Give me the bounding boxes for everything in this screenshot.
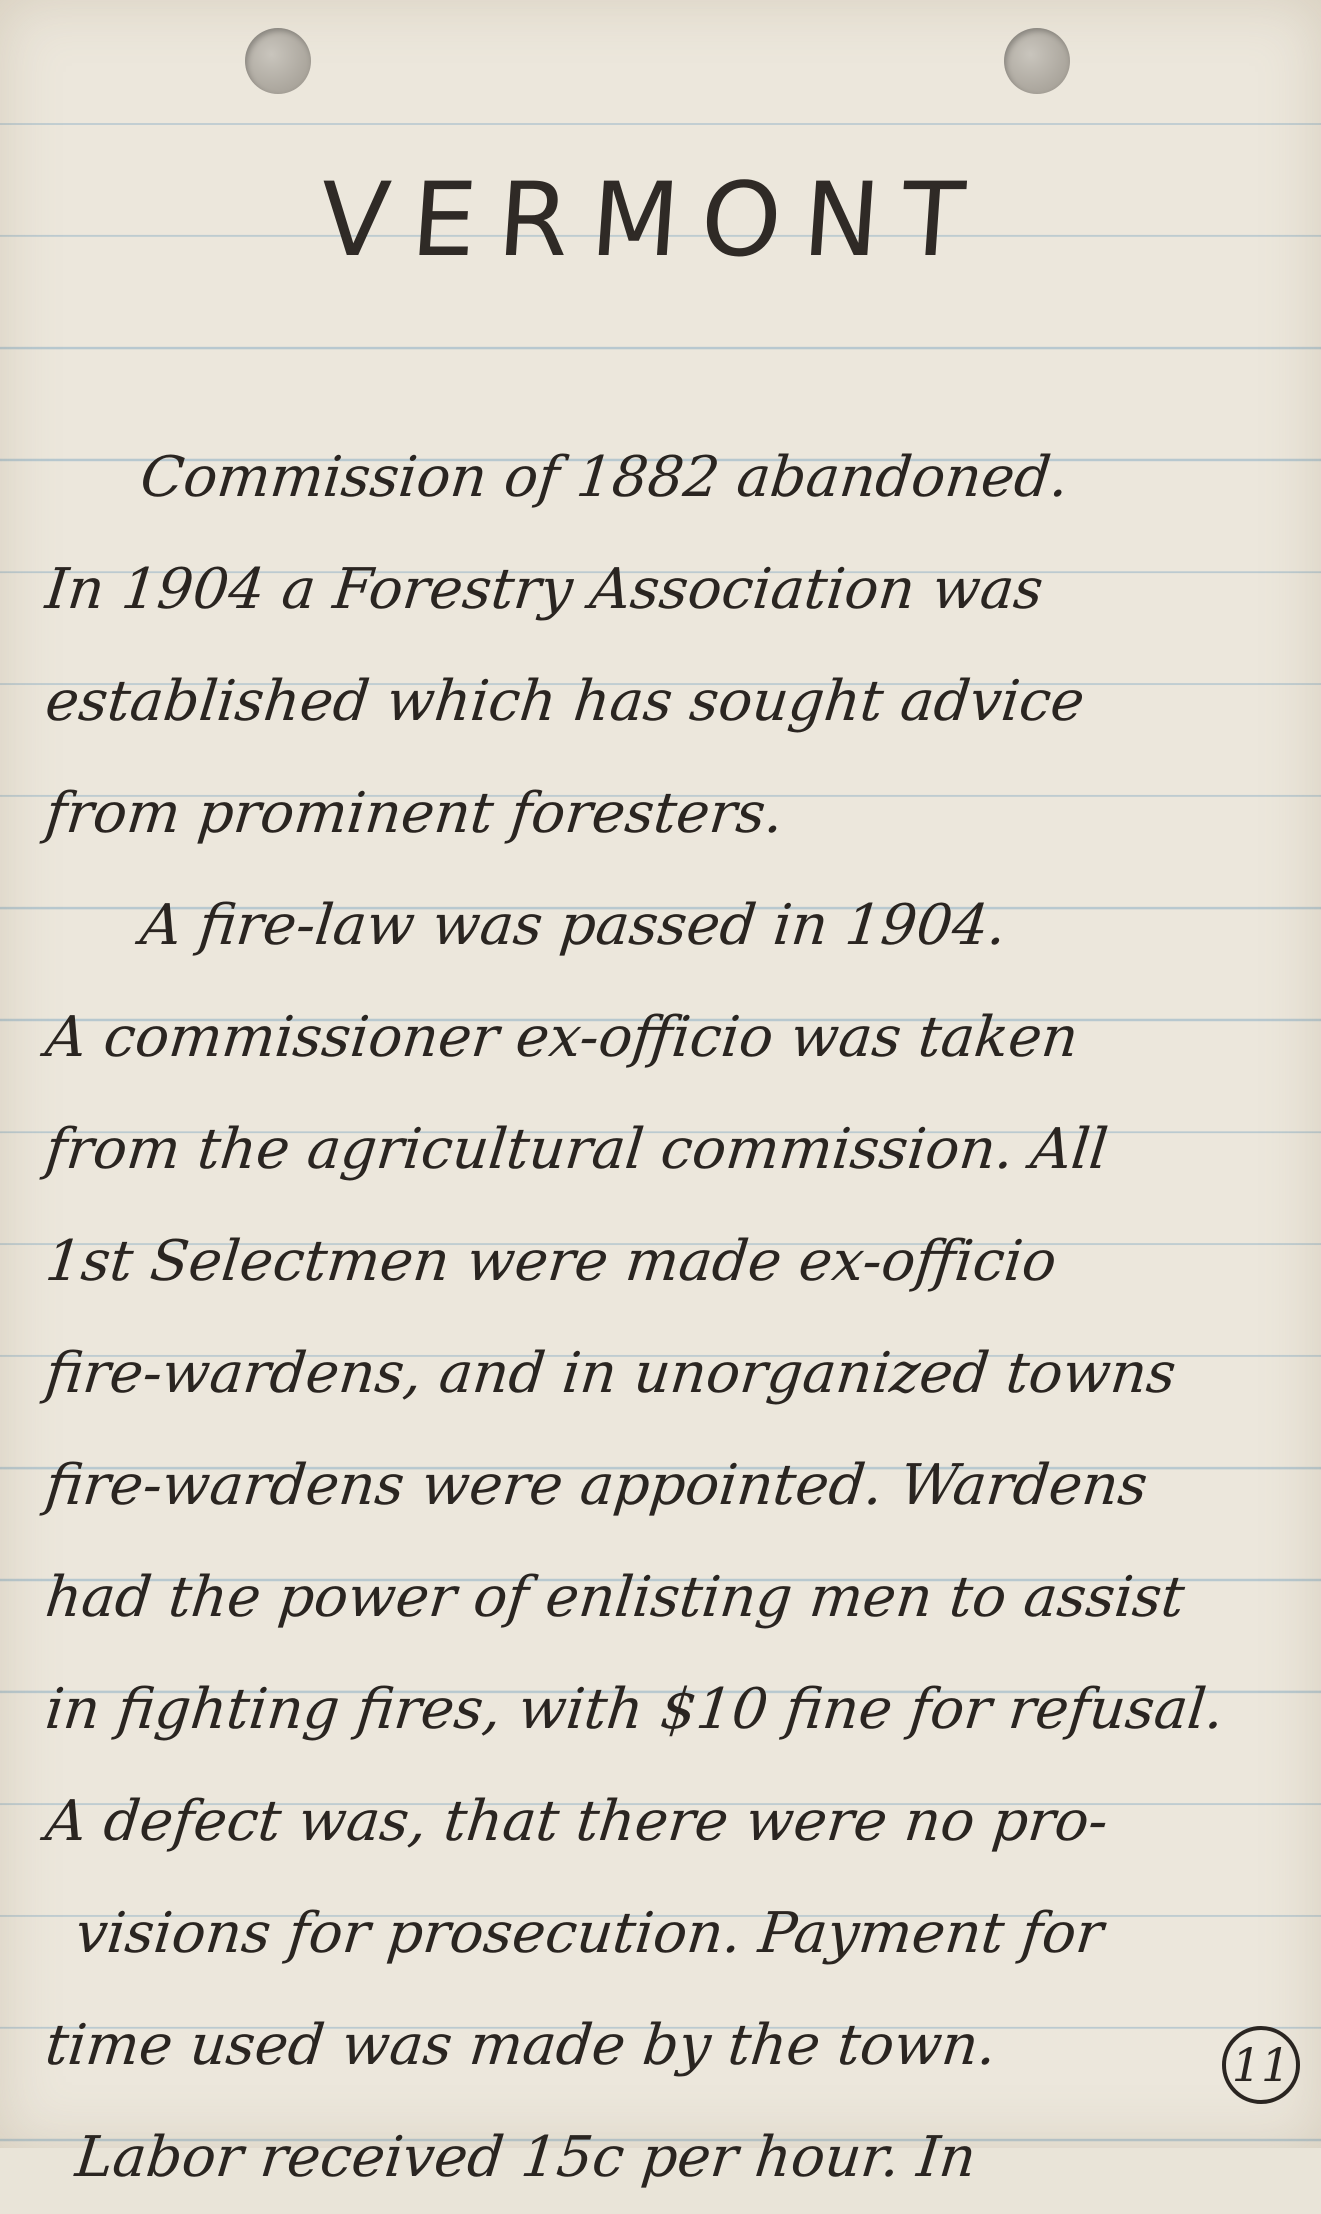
text-line: A defect was, that there were no pro-	[42, 1789, 1112, 1854]
text-line: A commissioner ex-officio was taken	[42, 1005, 1082, 1070]
punch-hole-left	[245, 28, 311, 94]
text-line: established which has sought advice	[42, 669, 1088, 734]
text-line: in fighting fires, with $10 fine for refusal.	[42, 1677, 1227, 1742]
text-line: In 1904 a Forestry Association was	[42, 557, 1047, 622]
text-line: Commission of 1882 abandoned.	[137, 445, 1072, 510]
handwritten-body	[40, 422, 1290, 2214]
text-line: from prominent foresters.	[42, 781, 787, 846]
text-line: had the power of enlisting men to assist	[42, 1565, 1188, 1630]
text-line: from the agricultural commission. All	[42, 1117, 1111, 1182]
text-line: fire-wardens were appointed. Wardens	[42, 1453, 1151, 1518]
text-line: A fire-law was passed in 1904.	[137, 893, 1010, 958]
text-line: time used was made by the town.	[42, 2013, 1000, 2078]
text-line: fire-wardens, and in unorganized towns	[42, 1341, 1179, 1406]
page-number-circle: 11	[1222, 2026, 1300, 2104]
text-line: Labor received 15c per hour. In	[72, 2125, 980, 2190]
punch-hole-right	[1004, 28, 1070, 94]
text-line: 1st Selectmen were made ex-officio	[42, 1229, 1060, 1294]
card-title: VERMONT	[315, 161, 991, 280]
text-line: visions for prosecution. Payment for	[72, 1901, 1107, 1966]
